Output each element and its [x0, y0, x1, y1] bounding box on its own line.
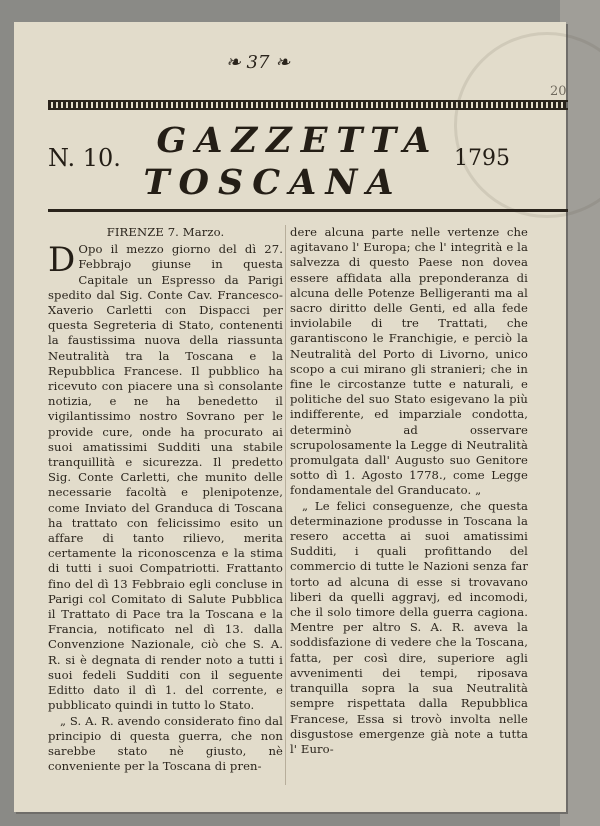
- article-paragraph: [48, 242, 283, 713]
- masthead-subtitle: TOSCANA: [143, 162, 403, 203]
- column-left: [48, 225, 283, 774]
- masthead-rule: [48, 209, 568, 212]
- page-number: ❧ 37 ❧: [225, 52, 291, 73]
- edict-quote: „ S. A. R. avendo considerato fino dal principio di questa guerra, che non sarebbe stato nè giusto, nè conveniente per la Toscana di pren-: [48, 713, 283, 774]
- column-divider: [285, 225, 286, 785]
- edict-continuation: dere alcuna parte nelle vertenze che agitavano l' Europa; che l' integrità e la salvezza di questo Paese non dovea essere affidata alla preponderanza di alcuna delle Potenze Belligeranti ma al sacro diritto delle Genti, ed alla fede inviolabile di tre Trattati, che garantiscono le Franchigie, e perciò la Neutralità del Porto di Livorno, unico scopo a cui mirano gli stranieri; che in fine le circostanze tutte e naturali, e politiche del suo Stato esigevano la più indifferente, ed imparziale condotta, determinò ad osservare scrupolosamente la Legge di Neutralità promulgata dall' Augusto suo Genitore sotto dì 1. Agosto 1778., come Legge fondamentale del Granducato. „: [290, 225, 528, 498]
- edict-paragraph: „ Le felici conseguenze, che questa determinazione produsse in Toscana la resero accetta ai suoi amatissimi Sudditi, i quali profittando del commercio di tutte le Nazioni senza far torto ad alcuna di esse si trovavano liberi da quelli aggravj, ed incomodi, che il solo timore della guerra cagiona. Mentre per altro S. A. R. aveva la soddisfazione di vedere che la Toscana, fatta, per così dire, superiore agli avvenimenti dei tempi, riposava tranquilla sopra la sua Neutralità sempre rispettata dalla Repubblica Francese, Essa si trovò involta nelle disgustose emergenze già note a tutta l' Euro-: [290, 498, 528, 756]
- ornamental-rule: [48, 100, 568, 110]
- issue-year: 1795: [454, 146, 510, 171]
- column-right: [290, 225, 528, 757]
- dateline: FIRENZE 7. Marzo.: [106, 225, 225, 239]
- newspaper-page: [14, 22, 566, 812]
- issue-number: N. 10.: [48, 144, 121, 172]
- masthead-title: GAZZETTA: [156, 120, 440, 161]
- page-number-right: 20: [550, 84, 567, 99]
- article-body: Opo il mezzo giorno del dì 27. Febbrajo giunse in questa Capitale un Espresso da Parigi spedito dal Sig. Conte Cav. Francesco-Xaverio Carletti con Dispacci per questa Segreteria di Stato, contenenti la faustissima nuova della riassunta Neutralità tra la Toscana e la Repubblica Francese. Il pubblico ha ricevuto con piacere una sì consolante notizia, e ne ha benedetto il vigilantissimo nostro Sovrano per le provide cure, onde ha procurato ai suoi amatissimi Sudditi una stabile tranquillità e sicurezza. Il predetto Sig. Conte Carletti, che munito delle necessarie facoltà e plenipotenze, come Inviato del Granduca di Toscana ha trattato con felicissimo esito un affare di tanto rilievo, merita certamente la riconoscenza e la stima di tutti i suoi Compatriotti. Frattanto fino del dì 13 Febbraio egli concluse in Parigi col Comitato di Salute Pubblica il Trattato di Pace tra la Toscana e la Francia, notificato nel dì 13. dalla Convenzione Nazionale, ciò che S. A. R. si è degnata di render noto a tutti i suoi fedeli Sudditi con il seguente Editto dato il dì 1. del corrente, e pubblicato quindi in tutto lo Stato.: [48, 242, 283, 713]
- library-stamp: [454, 32, 600, 218]
- drop-cap: D: [48, 240, 76, 281]
